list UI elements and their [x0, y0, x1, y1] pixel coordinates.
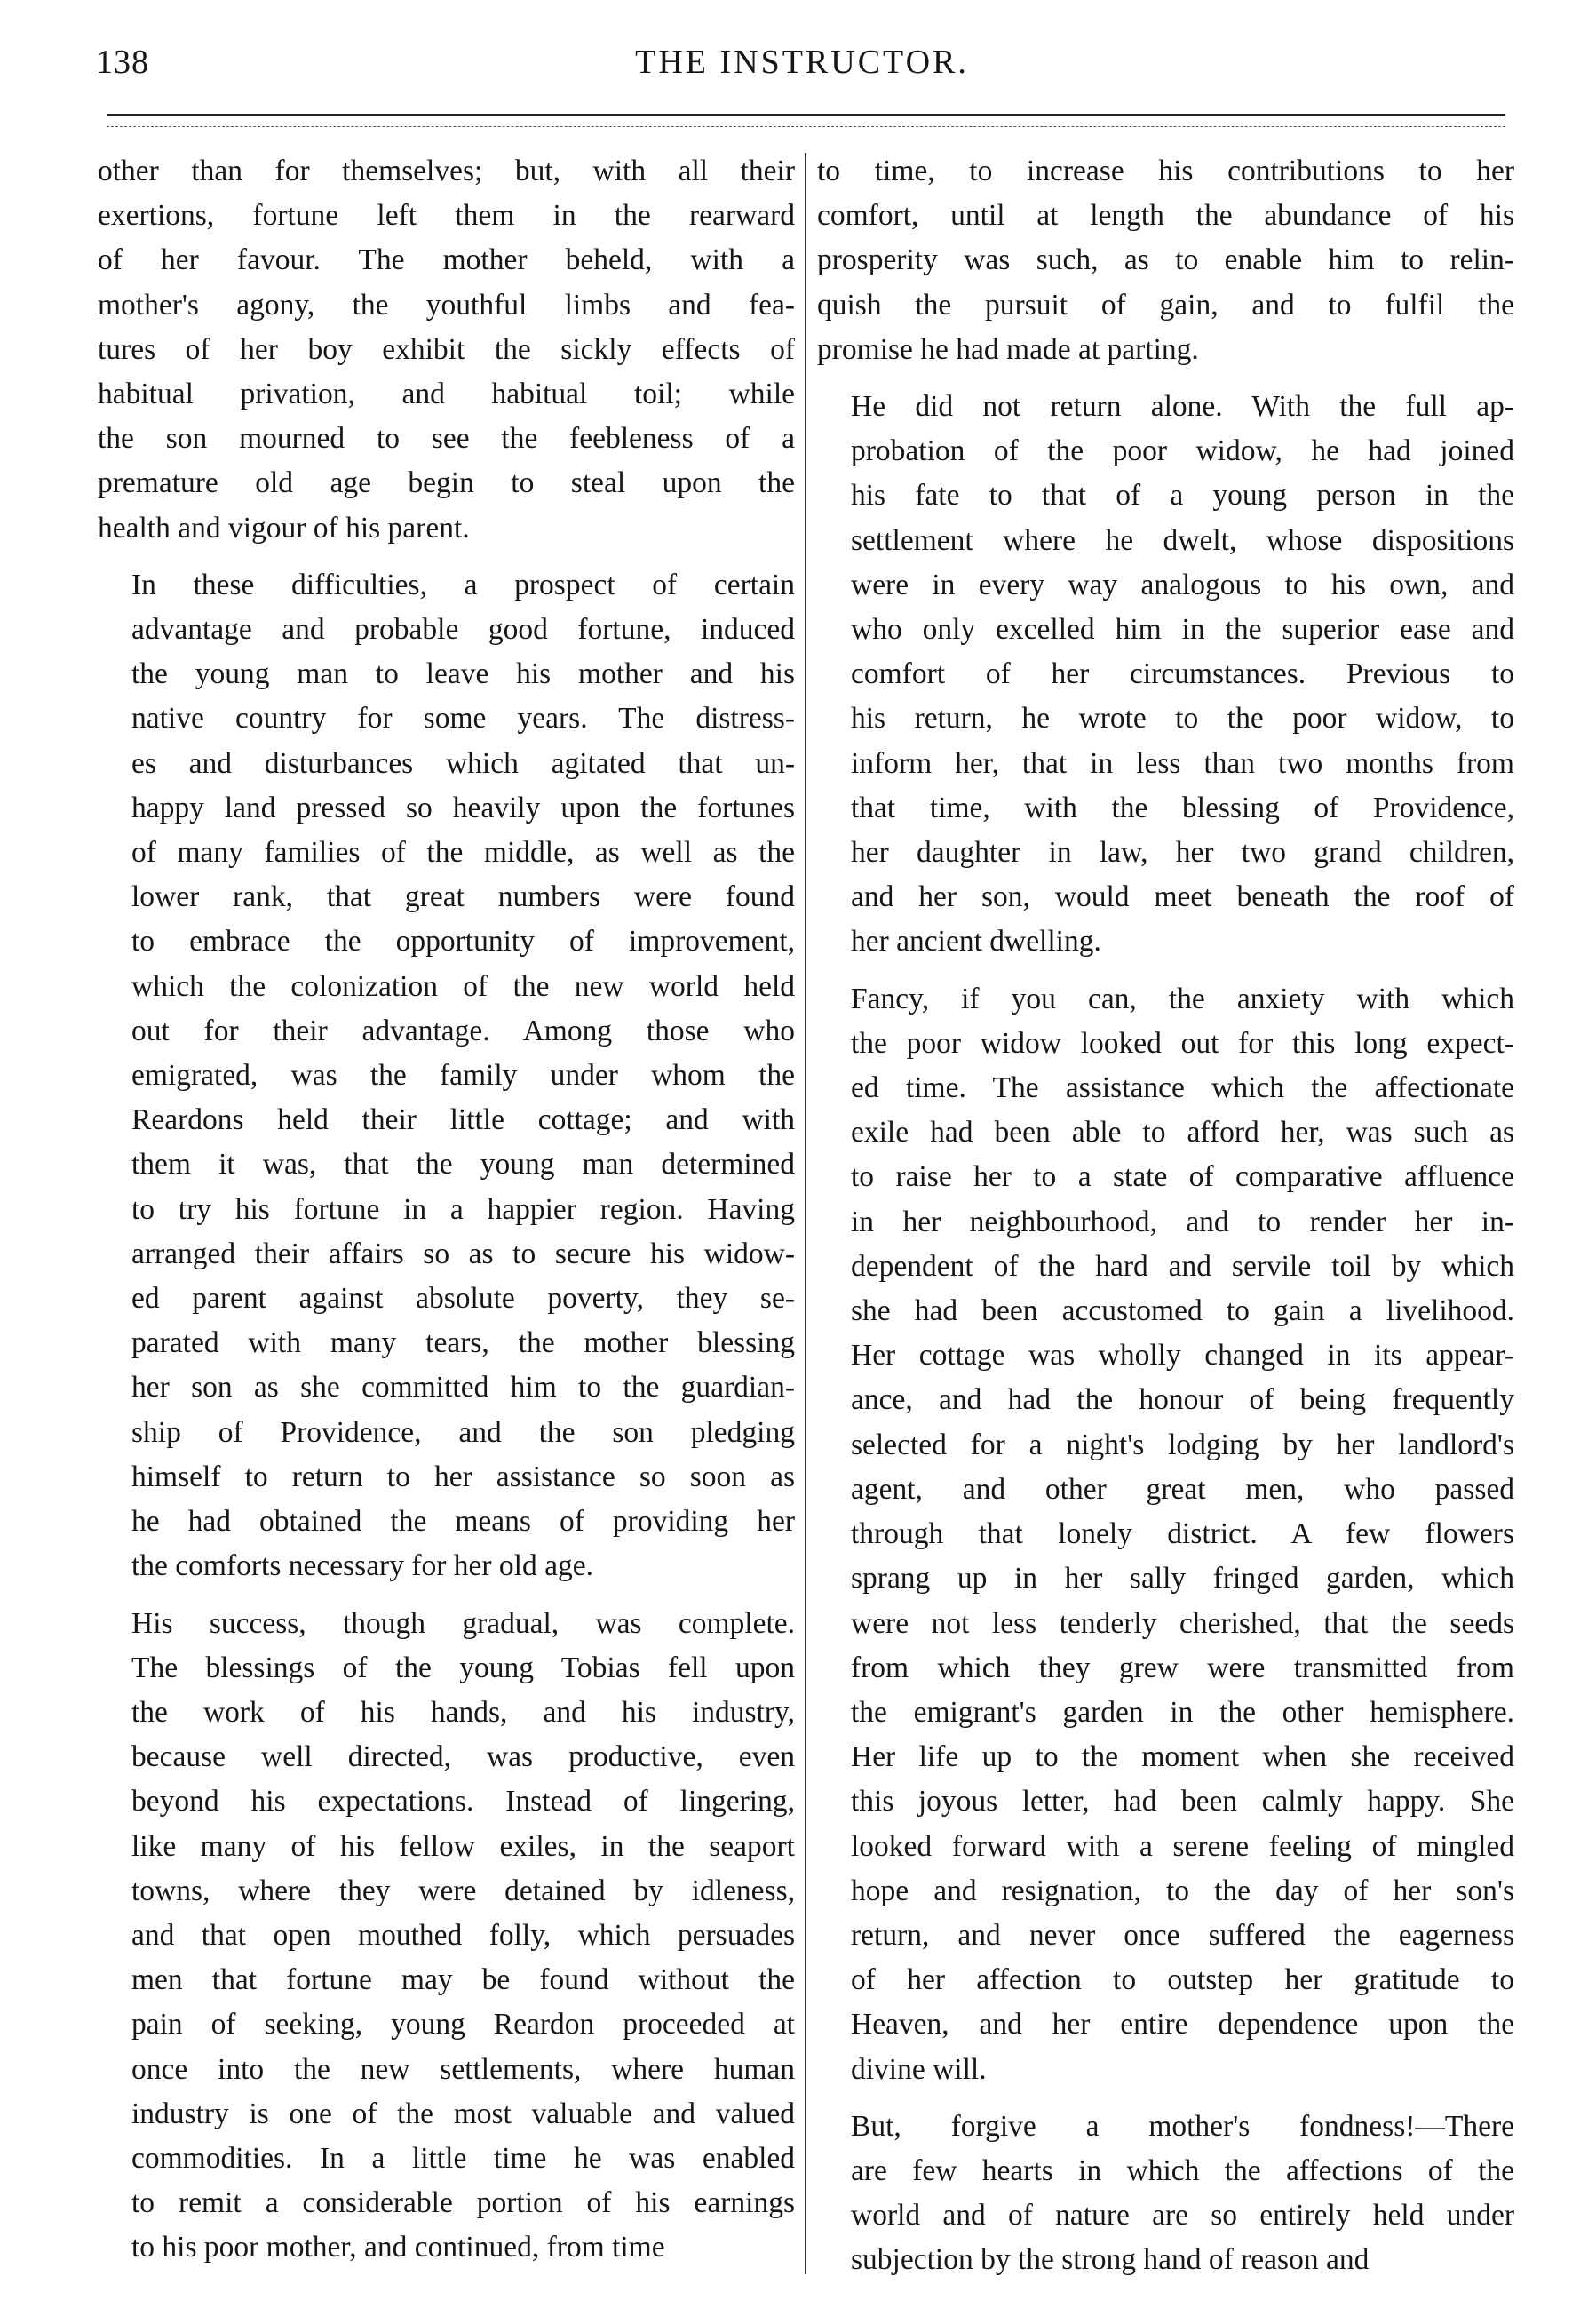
text-line: world and of nature are so entirely held under	[851, 2199, 1514, 2232]
text-line: and that open mouthed folly, which persuades	[131, 1918, 795, 1952]
text-line: to embrace the opportunity of improvement,	[131, 925, 795, 959]
paragraph	[98, 149, 795, 551]
text-line: ance, and had the honour of being frequently	[851, 1383, 1514, 1417]
text-line: agent, and other great men, who passed	[851, 1472, 1514, 1506]
text-line: of many families of the middle, as well as the	[131, 836, 795, 870]
text-line: her ancient dwelling.	[851, 925, 1101, 959]
text-line: quish the pursuit of gain, and to fulfil the	[817, 288, 1514, 322]
text-line: health and vigour of his parent.	[98, 511, 470, 545]
text-line: The blessings of the young Tobias fell upon	[131, 1651, 795, 1684]
text-line: parated with many tears, the mother blessing	[131, 1326, 795, 1360]
text-line: comfort, until at length the abundance of his	[817, 199, 1514, 233]
text-line: subjection by the strong hand of reason and	[851, 2243, 1370, 2277]
header-rule-dashed	[107, 126, 1505, 127]
left-column	[98, 149, 795, 2271]
text-line: commodities. In a little time he was enabled	[131, 2141, 795, 2175]
text-line: them it was, that the young man determined	[131, 1148, 795, 1182]
text-line: mother's agony, the youthful limbs and fea-	[98, 288, 795, 322]
text-line: inform her, that in less than two months from	[851, 746, 1514, 780]
text-line: of her affection to outstep her gratitude to	[851, 1963, 1514, 1997]
page-number: 138	[96, 44, 149, 81]
running-title: THE INSTRUCTOR.	[635, 44, 969, 81]
text-line: But, forgive a mother's fondness!—There	[851, 2109, 1514, 2143]
text-line: native country for some years. The distress-	[131, 702, 795, 736]
text-line: from which they grew were transmitted from	[851, 1651, 1514, 1684]
text-line: Heaven, and her entire dependence upon the	[851, 2008, 1514, 2041]
text-line: in her neighbourhood, and to render her in-	[851, 1205, 1514, 1238]
header-rule	[107, 114, 1505, 116]
text-line: tures of her boy exhibit the sickly effects of	[98, 332, 795, 366]
text-line: the comforts necessary for her old age.	[131, 1549, 593, 1583]
text-line: ed time. The assistance which the affectionate	[851, 1071, 1514, 1105]
text-line: ship of Providence, and the son pledging	[131, 1415, 795, 1449]
text-line: her son as she committed him to the guardian-	[131, 1371, 795, 1405]
text-line: her daughter in law, her two grand children,	[851, 836, 1514, 870]
text-line: Fancy, if you can, the anxiety with which	[851, 982, 1514, 1015]
text-line: es and disturbances which agitated that un-	[131, 746, 795, 780]
text-line: premature old age begin to steal upon the	[98, 466, 795, 500]
text-line: return, and never once suffered the eagerness	[851, 1918, 1514, 1952]
text-line: sprang up in her sally fringed garden, which	[851, 1562, 1514, 1596]
text-line: of her favour. The mother beheld, with a	[98, 243, 795, 277]
text-line: to try his fortune in a happier region. Having	[131, 1192, 795, 1226]
text-line: because well directed, was productive, even	[131, 1740, 795, 1774]
text-line: advantage and probable good fortune, induced	[131, 613, 795, 647]
text-line: Her life up to the moment when she received	[851, 1740, 1514, 1774]
text-line: to remit a considerable portion of his earnings	[131, 2186, 795, 2220]
text-line: his fate to that of a young person in the	[851, 479, 1514, 513]
text-line: habitual privation, and habitual toil; while	[98, 378, 795, 411]
column-divider	[805, 153, 806, 2274]
text-line: In these difficulties, a prospect of certain	[131, 568, 795, 601]
text-line: through that lonely district. A few flowers	[851, 1517, 1514, 1551]
text-line: selected for a night's lodging by her landlord's	[851, 1428, 1514, 1461]
text-line: prosperity was such, as to enable him to relin-	[817, 243, 1514, 277]
text-line: out for their advantage. Among those who	[131, 1014, 795, 1047]
text-line: emigrated, was the family under whom the	[131, 1059, 795, 1093]
text-line: Her cottage was wholly changed in its appear-	[851, 1339, 1514, 1373]
text-line: that time, with the blessing of Providence,	[851, 791, 1514, 824]
text-line: towns, where they were detained by idleness,	[131, 1874, 795, 1907]
text-line: probation of the poor widow, he had joined	[851, 434, 1514, 468]
text-line: industry is one of the most valuable and valued	[131, 2097, 795, 2130]
text-line: were not less tenderly cherished, that the seeds	[851, 1606, 1514, 1640]
text-line: she had been accustomed to gain a livelihood.	[851, 1294, 1514, 1328]
text-line: exertions, fortune left them in the rearward	[98, 199, 795, 233]
text-line: looked forward with a serene feeling of mingled	[851, 1829, 1514, 1863]
text-line: like many of his fellow exiles, in the seaport	[131, 1829, 795, 1863]
text-line: the poor widow looked out for this long expect-	[851, 1026, 1514, 1060]
text-line: ed parent against absolute poverty, they se-	[131, 1282, 795, 1316]
text-line: to time, to increase his contributions to her	[817, 155, 1514, 187]
text-line: the young man to leave his mother and his	[131, 657, 795, 691]
paragraph	[817, 385, 1514, 965]
text-line: comfort of her circumstances. Previous to	[851, 657, 1514, 691]
text-line: exile had been able to afford her, was such as	[851, 1116, 1514, 1150]
text-line: hope and resignation, to the day of her son's	[851, 1874, 1514, 1907]
page-header	[96, 36, 1508, 98]
text-line: once into the new settlements, where human	[131, 2052, 795, 2086]
text-line: to his poor mother, and continued, from time	[131, 2231, 665, 2264]
text-line: Reardons held their little cottage; and with	[131, 1103, 795, 1137]
text-line: the emigrant's garden in the other hemisphere.	[851, 1695, 1514, 1729]
text-line: the son mourned to see the feebleness of a	[98, 422, 795, 456]
text-line: the work of his hands, and his industry,	[131, 1695, 795, 1729]
right-column	[817, 149, 1514, 2283]
text-line: His success, though gradual, was complete.	[131, 1606, 795, 1640]
text-line: promise he had made at parting.	[817, 332, 1199, 366]
text-line: settlement where he dwelt, whose dispositions	[851, 523, 1514, 557]
text-line: other than for themselves; but, with all their	[98, 155, 795, 187]
paragraph	[817, 977, 1514, 2092]
text-line: men that fortune may be found without the	[131, 1963, 795, 1997]
text-line: his return, he wrote to the poor widow, to	[851, 702, 1514, 736]
text-line: himself to return to her assistance so soon as	[131, 1460, 795, 1493]
paragraph	[817, 2105, 1514, 2283]
text-line: dependent of the hard and servile toil by which	[851, 1249, 1514, 1283]
text-line: happy land pressed so heavily upon the fortunes	[131, 791, 795, 824]
text-line: lower rank, that great numbers were found	[131, 880, 795, 914]
text-line: to raise her to a state of comparative affluence	[851, 1160, 1514, 1194]
paragraph	[817, 149, 1514, 372]
text-line: He did not return alone. With the full ap-	[851, 390, 1514, 424]
text-line: arranged their affairs so as to secure his widow-	[131, 1237, 795, 1270]
text-line: divine will.	[851, 2052, 987, 2086]
text-line: are few hearts in which the affections of the	[851, 2153, 1514, 2187]
text-line: this joyous letter, had been calmly happy. She	[851, 1785, 1514, 1819]
text-line: who only excelled him in the superior ease and	[851, 613, 1514, 647]
paragraph	[98, 1602, 795, 2271]
text-line: and her son, would meet beneath the roof of	[851, 880, 1514, 914]
text-line: were in every way analogous to his own, and	[851, 568, 1514, 601]
text-line: beyond his expectations. Instead of lingering,	[131, 1785, 795, 1819]
paragraph	[98, 563, 795, 1589]
text-line: pain of seeking, young Reardon proceeded at	[131, 2008, 795, 2041]
text-line: which the colonization of the new world held	[131, 969, 795, 1003]
text-line: he had obtained the means of providing her	[131, 1505, 795, 1539]
